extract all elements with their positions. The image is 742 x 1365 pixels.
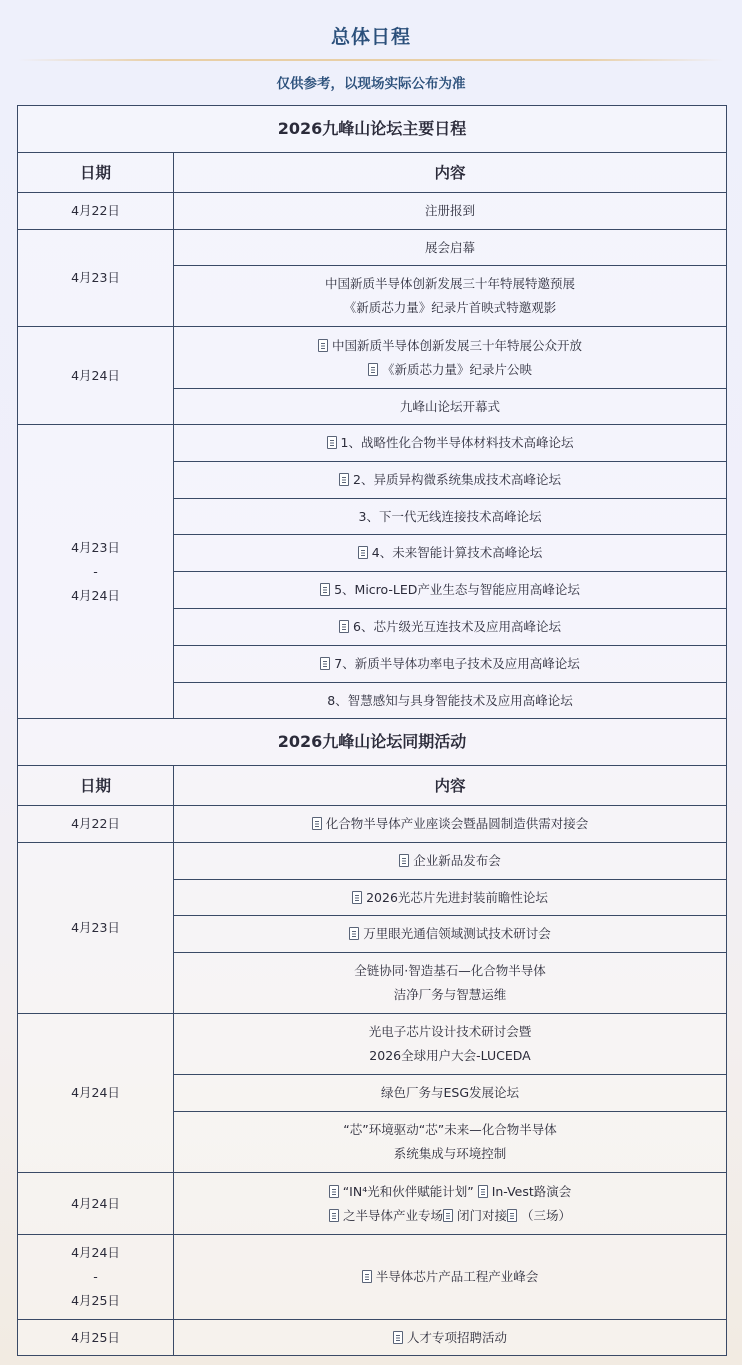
title-divider [18, 59, 724, 61]
header-content: 内容 [174, 153, 727, 193]
side-events-title-row [18, 719, 727, 766]
date-cell: 4月24日 [18, 1173, 174, 1235]
table-row [18, 1173, 727, 1235]
link-text[interactable]: 之半导体产业专场 [342, 1207, 443, 1223]
link-text: 4、未来智能计算技术高峰论坛 [371, 545, 543, 560]
link-text[interactable]: In-Vest路演会 [491, 1183, 572, 1199]
table-row [18, 806, 727, 843]
content-line: 全链协同·智造基石—化合物半导体 [354, 963, 546, 978]
table-row [18, 1014, 727, 1075]
link-text[interactable]: 闭门对接 [456, 1207, 507, 1223]
content-cell: 展会启幕 [174, 230, 727, 266]
link-text: 2、异质异构微系统集成技术高峰论坛 [353, 472, 561, 487]
date-cell: 4月22日 [18, 806, 174, 843]
content-line: 系统集成与环境控制 [393, 1146, 507, 1161]
forum-item-3: 3、下一代无线连接技术高峰论坛 [174, 499, 727, 535]
side-header-row [18, 766, 727, 806]
content-line [180, 1180, 720, 1204]
link-text: 1、战略性化合物半导体材料技术高峰论坛 [340, 435, 574, 450]
link-text[interactable]: “IN⁴光和伙伴赋能计划” [342, 1183, 474, 1199]
document-icon [352, 891, 362, 904]
forum-item-5[interactable] [174, 572, 727, 609]
content-cell: 注册报到 [174, 193, 727, 230]
content-cell [174, 266, 727, 327]
event-item [174, 1112, 727, 1173]
content-line: 洁净厂务与智慧运维 [393, 987, 507, 1002]
forum-item-4[interactable] [174, 535, 727, 572]
content-line[interactable] [180, 334, 720, 358]
date-cell: 4月22日 [18, 193, 174, 230]
date-cell [18, 425, 174, 719]
link-text: 半导体芯片产品工程产业峰会 [375, 1269, 539, 1284]
link-text: 中国新质半导体创新发展三十年特展公众开放 [331, 337, 582, 353]
header-content: 内容 [174, 766, 727, 806]
event-item [174, 1173, 727, 1235]
document-icon [362, 1270, 372, 1283]
link-text: 2026光芯片先进封装前瞻性论坛 [366, 889, 548, 905]
link-text: 化合物半导体产业座谈会暨晶圆制造供需对接会 [325, 816, 589, 831]
table-row [18, 327, 727, 389]
document-icon[interactable] [443, 1209, 453, 1222]
document-icon [312, 817, 322, 830]
date-cell: 4月25日 [18, 1320, 174, 1356]
event-item[interactable] [174, 1235, 727, 1320]
content-line[interactable] [180, 358, 720, 382]
table-row [18, 193, 727, 230]
document-icon [339, 620, 349, 633]
date-line: 4月24日 [71, 587, 120, 603]
table-row [18, 1235, 727, 1320]
content-line: 中国新质半导体创新发展三十年特展特邀预展 [324, 276, 575, 291]
document-icon [368, 363, 378, 376]
document-icon [358, 546, 368, 559]
main-header-row [18, 153, 727, 193]
date-line: - [93, 1269, 98, 1284]
date-line: 4月25日 [71, 1293, 120, 1308]
event-item[interactable] [174, 843, 727, 880]
link-text: 企业新品发布会 [413, 853, 501, 868]
table-row [18, 425, 727, 462]
date-cell: 4月23日 [18, 230, 174, 327]
main-schedule-title: 2026九峰山论坛主要日程 [18, 106, 727, 153]
date-cell: 4月23日 [18, 843, 174, 1014]
content-line: “芯”环境驱动“芯”未来—化合物半导体 [343, 1122, 557, 1137]
date-line: - [93, 563, 98, 579]
content-line: 光电子芯片设计技术研讨会暨 [368, 1024, 532, 1039]
event-item[interactable] [174, 806, 727, 843]
event-item: 绿色厂务与ESG发展论坛 [174, 1075, 727, 1112]
document-icon [393, 1331, 403, 1344]
forum-item-1[interactable] [174, 425, 727, 462]
document-icon [399, 854, 409, 867]
link-text: （三场） [521, 1207, 572, 1223]
document-icon [320, 583, 330, 596]
link-text: 6、芯片级光互连技术及应用高峰论坛 [353, 619, 561, 634]
event-item[interactable] [174, 1320, 727, 1356]
document-icon [318, 339, 328, 352]
document-icon[interactable] [329, 1209, 339, 1222]
date-line: 4月24日 [71, 1245, 120, 1260]
document-icon [320, 657, 330, 670]
side-events-title: 2026九峰山论坛同期活动 [18, 719, 727, 766]
table-row [18, 230, 727, 266]
content-line: 2026全球用户大会-LUCEDA [369, 1048, 531, 1063]
link-text: 人才专项招聘活动 [406, 1329, 507, 1345]
document-icon[interactable] [478, 1185, 488, 1198]
document-icon [327, 436, 337, 449]
event-item [174, 953, 727, 1014]
content-line [180, 1204, 720, 1228]
header-date: 日期 [18, 766, 174, 806]
table-row [18, 1320, 727, 1356]
date-cell [18, 1235, 174, 1320]
date-line: 4月23日 [71, 539, 120, 555]
event-item [174, 1014, 727, 1075]
content-line: 《新质芯力量》纪录片首映式特邀观影 [343, 300, 557, 315]
page-subtitle: 仅供参考，以现场实际公布为准 [276, 76, 466, 92]
document-icon [339, 473, 349, 486]
schedule-table [17, 105, 727, 1356]
content-cell [174, 327, 727, 389]
table-row [18, 843, 727, 880]
content-cell: 九峰山论坛开幕式 [174, 389, 727, 425]
link-text: 《新质芯力量》纪录片公映 [381, 361, 532, 377]
link-text: 万里眼光通信领域测试技术研讨会 [363, 926, 551, 941]
event-item[interactable] [174, 916, 727, 953]
date-cell: 4月24日 [18, 327, 174, 425]
header-date: 日期 [18, 153, 174, 193]
date-cell: 4月24日 [18, 1014, 174, 1173]
forum-item-7[interactable] [174, 646, 727, 683]
forum-item-8: 8、智慧感知与具身智能技术及应用高峰论坛 [174, 683, 727, 719]
page-title: 总体日程 [330, 26, 411, 48]
document-icon [349, 927, 359, 940]
event-item[interactable] [174, 880, 727, 916]
link-text: 7、新质半导体功率电子技术及应用高峰论坛 [334, 656, 580, 671]
main-schedule-title-row [18, 106, 727, 153]
forum-item-6[interactable] [174, 609, 727, 646]
document-icon[interactable] [329, 1185, 339, 1198]
document-icon[interactable] [507, 1209, 517, 1222]
forum-item-2[interactable] [174, 462, 727, 499]
link-text: 5、Micro-LED产业生态与智能应用高峰论坛 [334, 582, 580, 597]
